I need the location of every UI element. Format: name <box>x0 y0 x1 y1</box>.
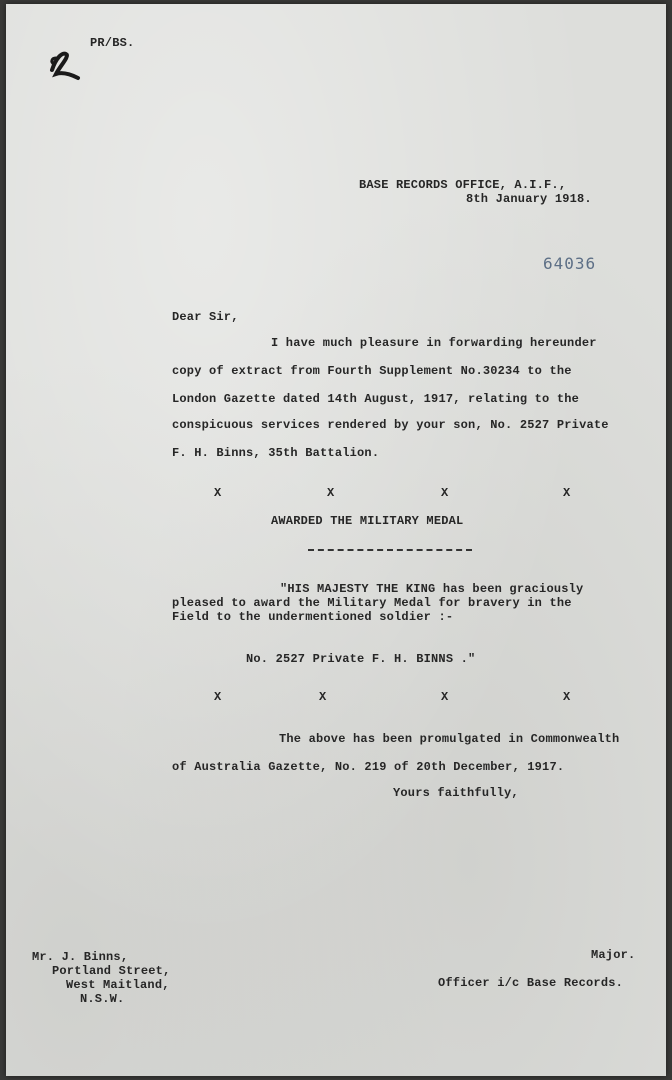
separator-mark: X <box>214 690 222 704</box>
separator-mark: X <box>214 486 222 500</box>
body-line: London Gazette dated 14th August, 1917, relating to the <box>172 392 580 406</box>
office-heading: BASE RECORDS OFFICE, A.I.F., <box>359 178 567 192</box>
file-reference: PR/BS. <box>90 36 135 50</box>
letter-date: 8th January 1918. <box>466 192 592 206</box>
separator-mark: X <box>441 486 449 500</box>
body-line: copy of extract from Fourth Supplement No.30234 to the <box>172 364 572 378</box>
recipient-name: Mr. J. Binns, <box>32 950 129 964</box>
salutation: Dear Sir, <box>172 310 239 324</box>
handwritten-mark <box>46 44 82 84</box>
citation-line: pleased to award the Military Medal for bravery in the <box>172 596 572 610</box>
separator-mark: X <box>563 690 571 704</box>
body-line: I have much pleasure in forwarding hereunder <box>271 336 597 350</box>
separator-mark: X <box>563 486 571 500</box>
award-heading: AWARDED THE MILITARY MEDAL <box>271 514 464 528</box>
closing-line: of Australia Gazette, No. 219 of 20th December, 1917. <box>172 760 565 774</box>
citation-line: Field to the undermentioned soldier :- <box>172 610 454 624</box>
separator-mark: X <box>441 690 449 704</box>
closing-line: The above has been promulgated in Commonwealth <box>279 732 620 746</box>
separator-mark: X <box>327 486 335 500</box>
citation-line: "HIS MAJESTY THE KING has been graciously <box>280 582 584 596</box>
recipient-state: N.S.W. <box>80 992 125 1006</box>
soldier-line: No. 2527 Private F. H. BINNS ." <box>246 652 476 666</box>
signatory-rank: Major. <box>591 948 636 962</box>
valediction: Yours faithfully, <box>393 786 519 800</box>
heading-underline <box>308 549 472 551</box>
signatory-title: Officer i/c Base Records. <box>438 976 624 990</box>
stamp-number: 64036 <box>543 254 597 273</box>
separator-mark: X <box>319 690 327 704</box>
recipient-town: West Maitland, <box>66 978 170 992</box>
letter-page <box>6 4 666 1076</box>
body-line: conspicuous services rendered by your son, No. 2527 Private <box>172 418 609 432</box>
body-line: F. H. Binns, 35th Battalion. <box>172 446 380 460</box>
recipient-street: Portland Street, <box>52 964 171 978</box>
